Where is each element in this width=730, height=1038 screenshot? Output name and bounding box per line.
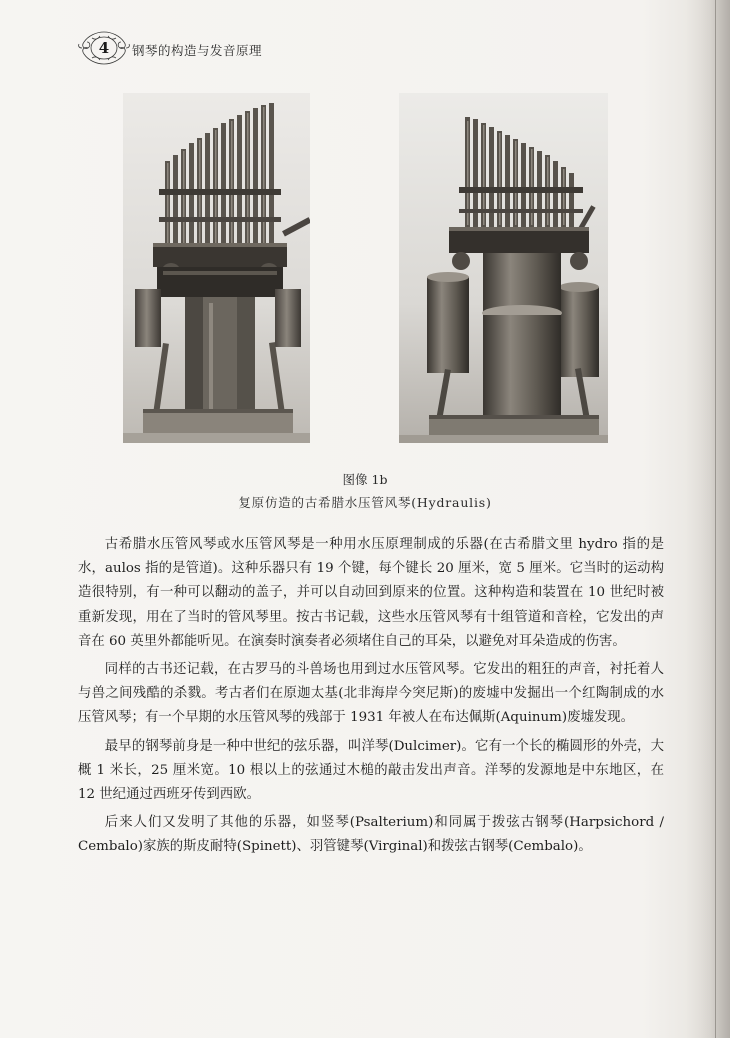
hydraulis-photo-side [399,93,608,443]
body-text [78,533,664,860]
running-title: 钢琴的构造与发音原理 [132,43,263,58]
figure-caption: 复原仿造的古希腊水压管风琴(Hydraulis) [238,495,492,510]
paragraph: 最早的钢琴前身是一种中世纪的弦乐器，叫洋琴(Dulcimer)。它有一个长的椭圆形的外壳，大概 1 米长，25 厘米宽。10 根以上的弦通过木槌的敲击发出声音。洋琴的发源地是中东地区，在 12 世纪通过西班牙传到西欧。 [78,738,664,803]
page-number: 4 [98,39,110,57]
figure-label: 图像 1b [342,472,388,487]
paragraph: 同样的古书还记载，在古罗马的斗兽场也用到过水压管风琴。它发出的粗狂的声音，衬托着人与兽之间残酷的杀戮。考古者们在原迦太基(北非海岸今突尼斯)的废墟中发掘出一个红陶制成的水压管风琴；有一个早期的水压管风琴的残部于 1931 年被人在布达佩斯(Aquinum)废墟发现。 [78,662,664,726]
page-binding-shadow [686,0,730,1038]
page-header [78,30,268,66]
paragraph: 后来人们又发明了其他的乐器，如竖琴(Psalterium)和同属于拨弦古钢琴(Harpsichord / Cembalo)家族的斯皮耐特(Spinett)、羽管键琴(Virginal)和拨弦古钢琴(Cembalo)。 [78,815,664,855]
hydraulis-photo-front [123,93,310,443]
paragraph: 古希腊水压管风琴或水压管风琴是一种用水压原理制成的乐器(在古希腊文里 hydro 指的是水，aulos 指的是管道)。这种乐器只有 19 个键，每个键长 20 厘米，宽 5 厘米。它当时的运动构造很特别，有一种可以翻动的盖子，并可以自动回到原来的位置。这种构造和装置在 10 世纪时被重新发现，用在了当时的管风琴里。按古书记载，这些水压管风琴有十组管道和音栓，它发出的声音在 60 英里外都能听见。在演奏时演奏者必须堵住自己的耳朵，以避免对耳朵造成的伤害。 [78,537,664,649]
